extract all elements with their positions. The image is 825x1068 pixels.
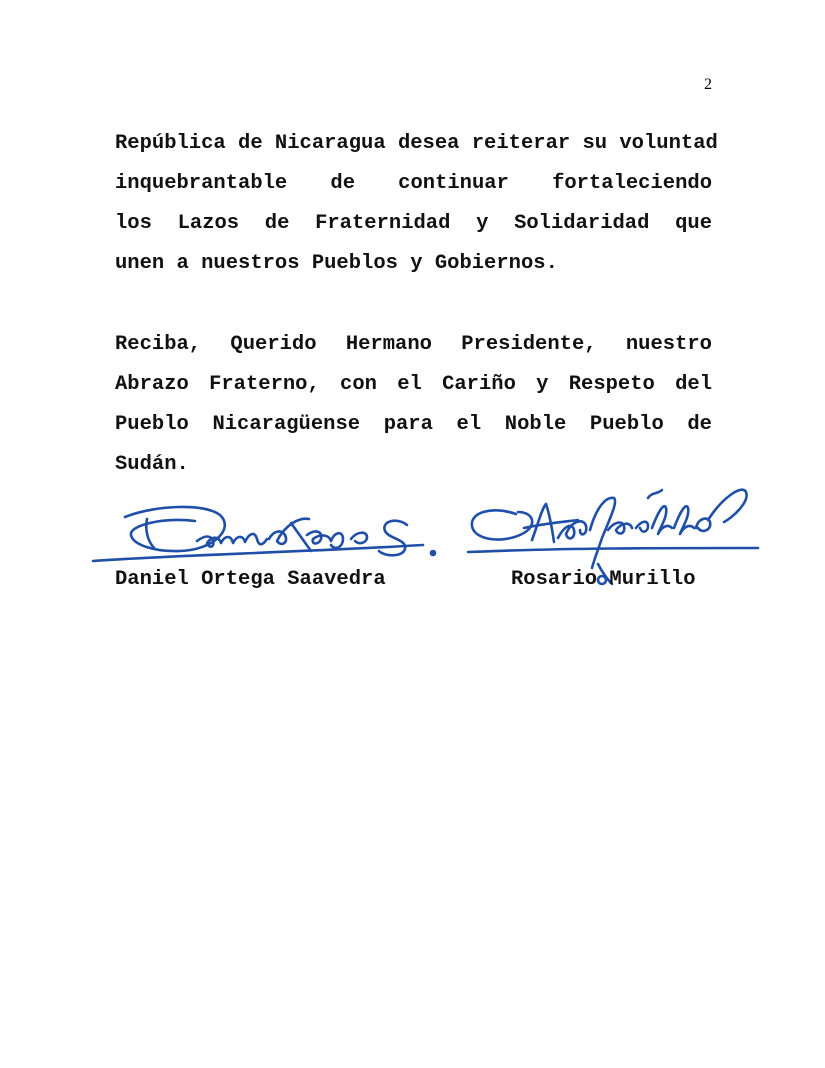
ortega-signature (85, 495, 445, 575)
paragraph-line: Sudán. (115, 453, 189, 476)
paragraph-line: Pueblo Nicaragüense para el Noble Pueblo de (115, 413, 712, 436)
paragraph-line: unen a nuestros Pueblos y Gobiernos. (115, 252, 558, 275)
paragraph-line: inquebrantable de continuar fortaleciendo (115, 172, 712, 195)
page-number: 2 (704, 76, 712, 93)
paragraph-2 (115, 325, 712, 485)
signer-name-ortega: Daniel Ortega Saavedra (115, 568, 386, 591)
paragraph-line: Reciba, Querido Hermano Presidente, nuestro (115, 333, 712, 356)
paragraph-line: los Lazos de Fraternidad y Solidaridad que (115, 212, 712, 235)
paragraph-line: Abrazo Fraterno, con el Cariño y Respeto del (115, 373, 712, 396)
signer-name-murillo: Rosario Murillo (511, 568, 696, 591)
paragraph-line: República de Nicaragua desea reiterar su voluntad (115, 132, 718, 155)
paragraph-1 (115, 124, 718, 284)
